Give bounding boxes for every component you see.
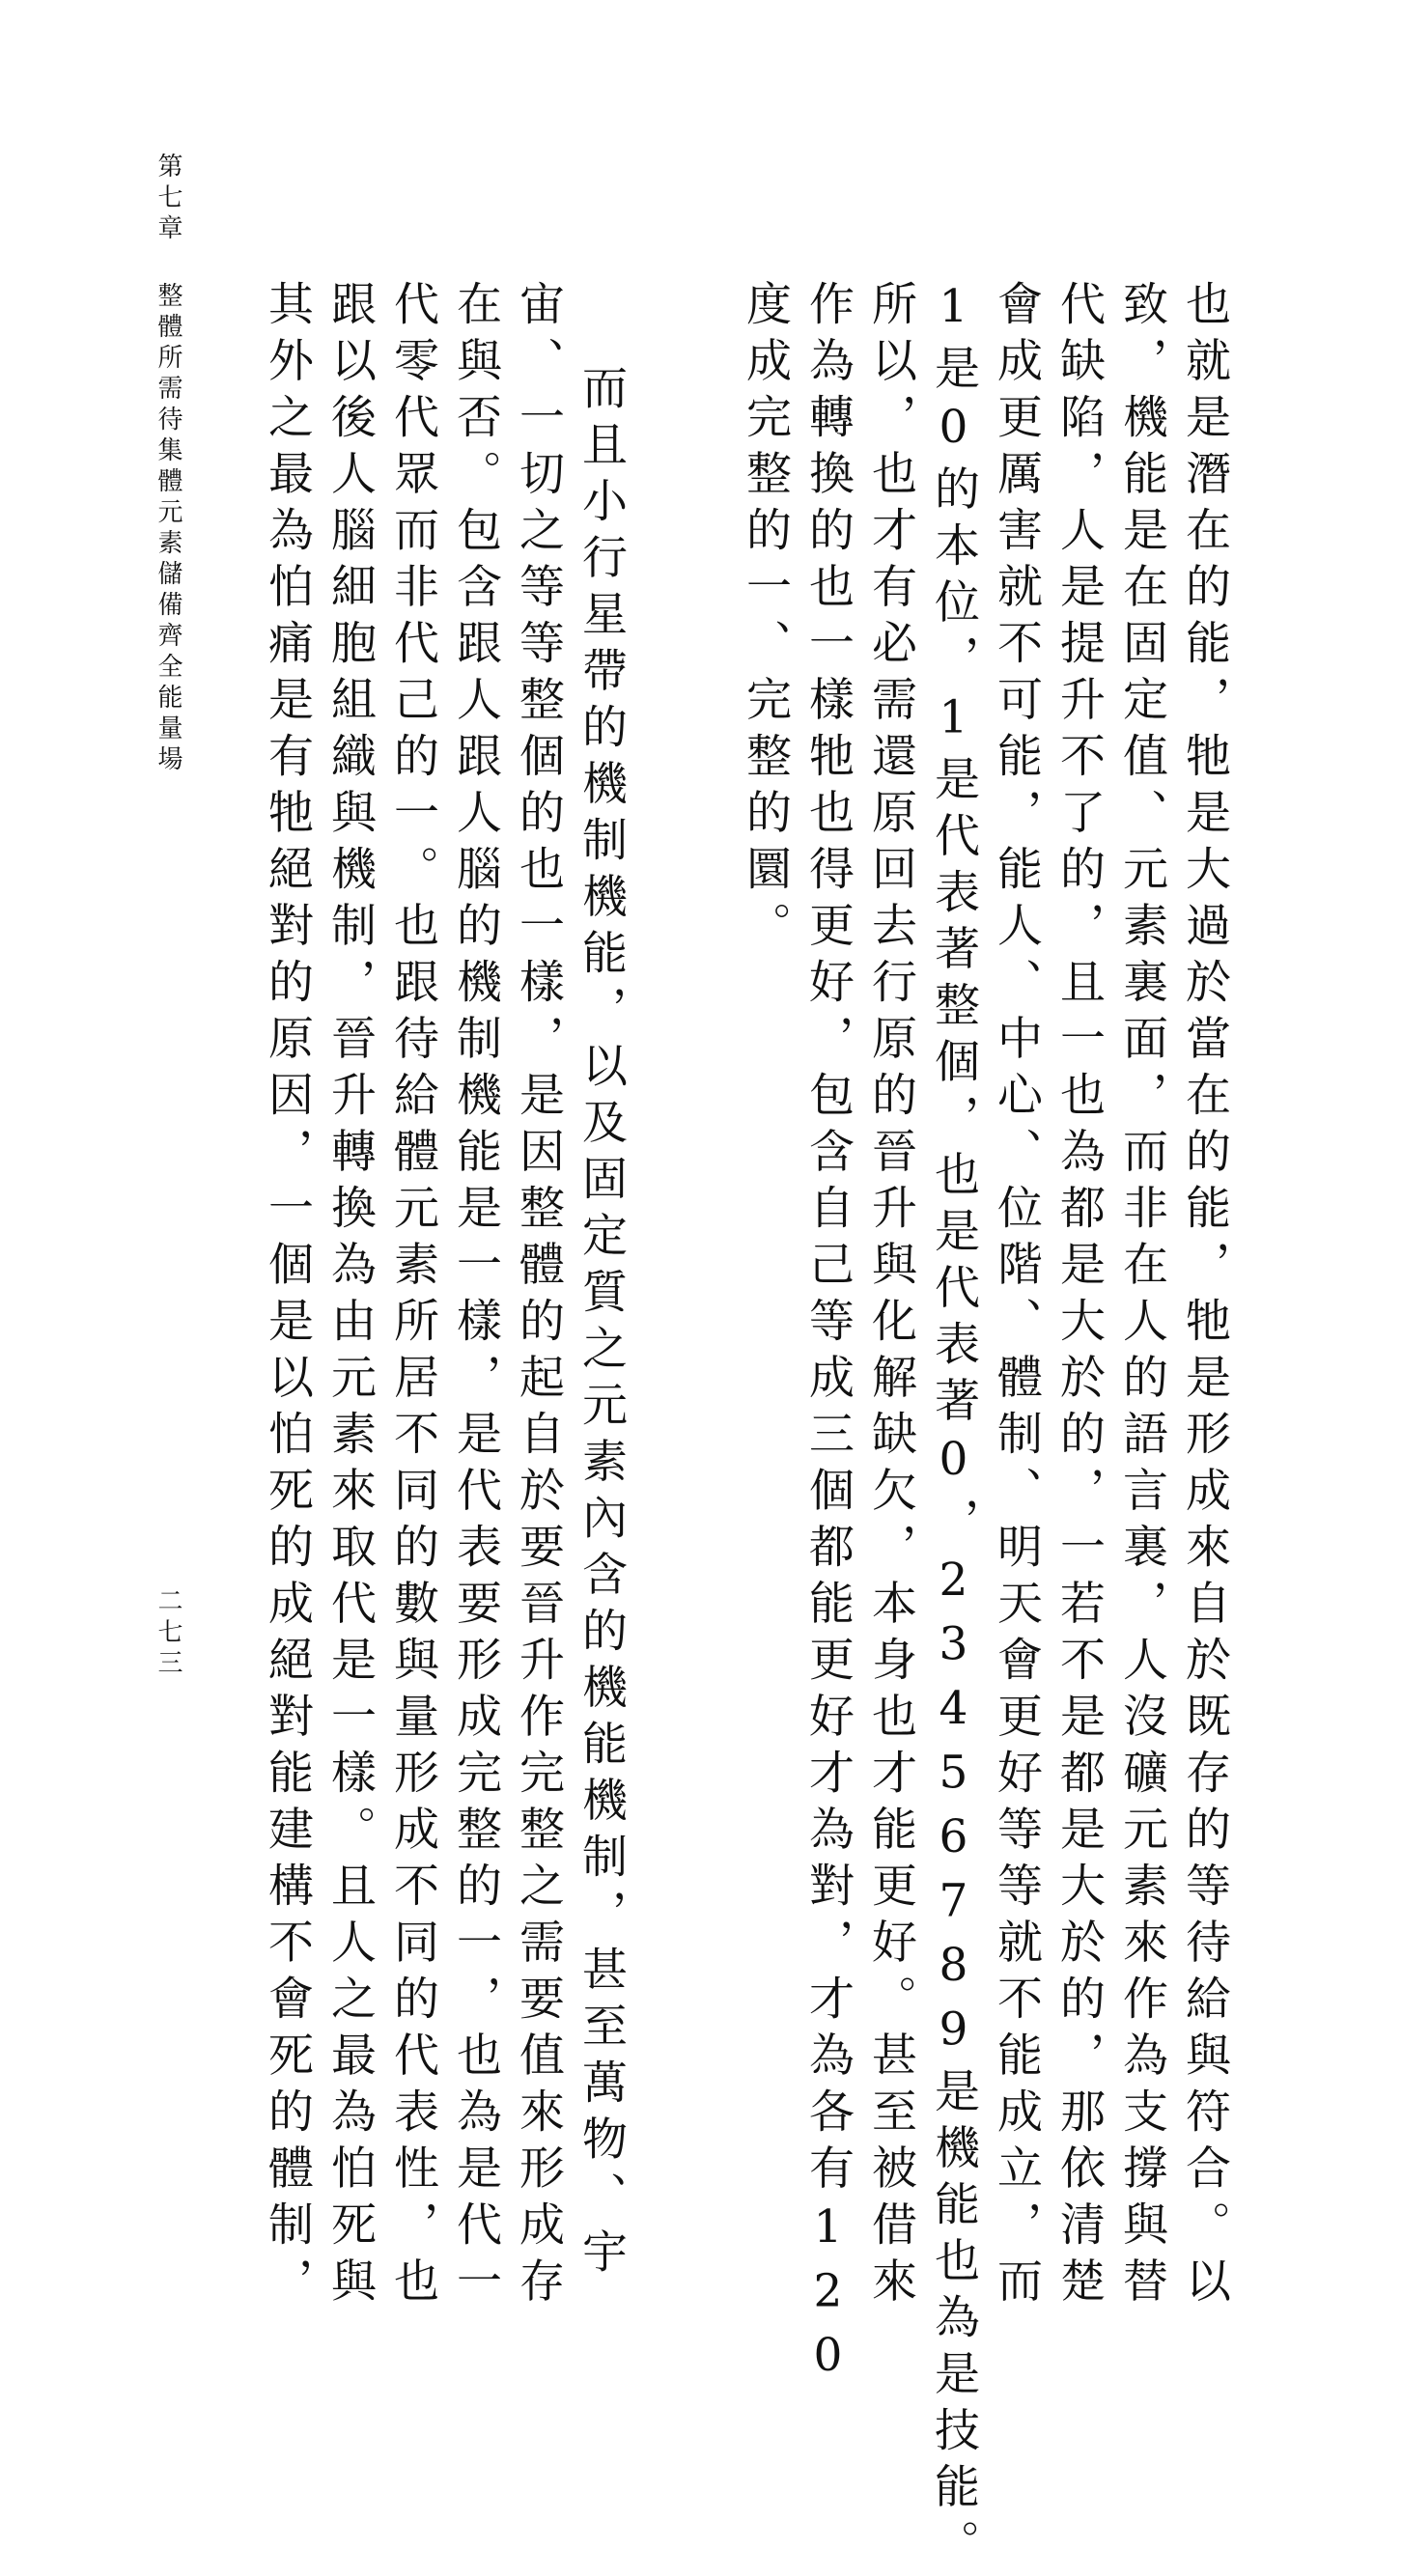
text-column: 1是0的本位，1是代表著整個，也是代表著0，23456789是機能也為是技能。 [927, 280, 980, 2576]
text-column-paragraph-start: 而且小行星帶的機制機能，以及固定質之元素內含的機能機制，甚至萬物、宇 [575, 364, 628, 2284]
text-column: 代零代眾而非代己的一。也跟待給體元素所居不同的數與量形成不同的代表性，也 [386, 280, 439, 2313]
chapter-title: 整體所需待集體元素儲備齊全能量場 [154, 282, 182, 776]
text-column: 所以，也才有必需還原回去行原的晉升與化解缺欠，本身也才能更好。甚至被借來 [864, 280, 917, 2313]
text-column: 也就是潛在的能，牠是大過於當在的能，牠是形成來自於既存的等待給與符合。以 [1178, 280, 1231, 2313]
text-column: 作為轉換的也一樣牠也得更好，包含自己等成三個都能更好才為對，才為各有120 [801, 280, 855, 2394]
text-column: 在與否。包含跟人跟人腦的機制機能是一樣，是代表要形成完整的一，也為是代一 [449, 280, 502, 2313]
text-column: 其外之最為怕痛是有牠絕對的原因，一個是以怕死的成絕對能建構不會死的體制， [261, 280, 314, 2313]
page-number: 二七三 [154, 1587, 182, 1680]
text-column: 代缺陷，人是提升不了的，且一也為都是大於的，一若不是都是大於的，那依清楚 [1052, 280, 1106, 2313]
text-column: 宙、一切之等等整個的也一樣，是因整體的起自於要晉升作完整之需要值來形成存 [512, 280, 565, 2313]
text-column: 跟以後人腦細胞組織與機制，晉升轉換為由元素來取代是一樣。且人之最為怕死與 [323, 280, 377, 2313]
chapter-label: 第七章 [154, 153, 182, 245]
text-column: 致，機能是在固定值、元素裏面，而非在人的語言裏，人沒礦元素來作為支撐與替 [1115, 280, 1168, 2313]
text-column: 會成更厲害就不可能，能人、中心、位階、體制、明天會更好等等就不能成立，而 [990, 280, 1043, 2313]
text-column: 度成完整的一、完整的圜。 [739, 280, 792, 958]
